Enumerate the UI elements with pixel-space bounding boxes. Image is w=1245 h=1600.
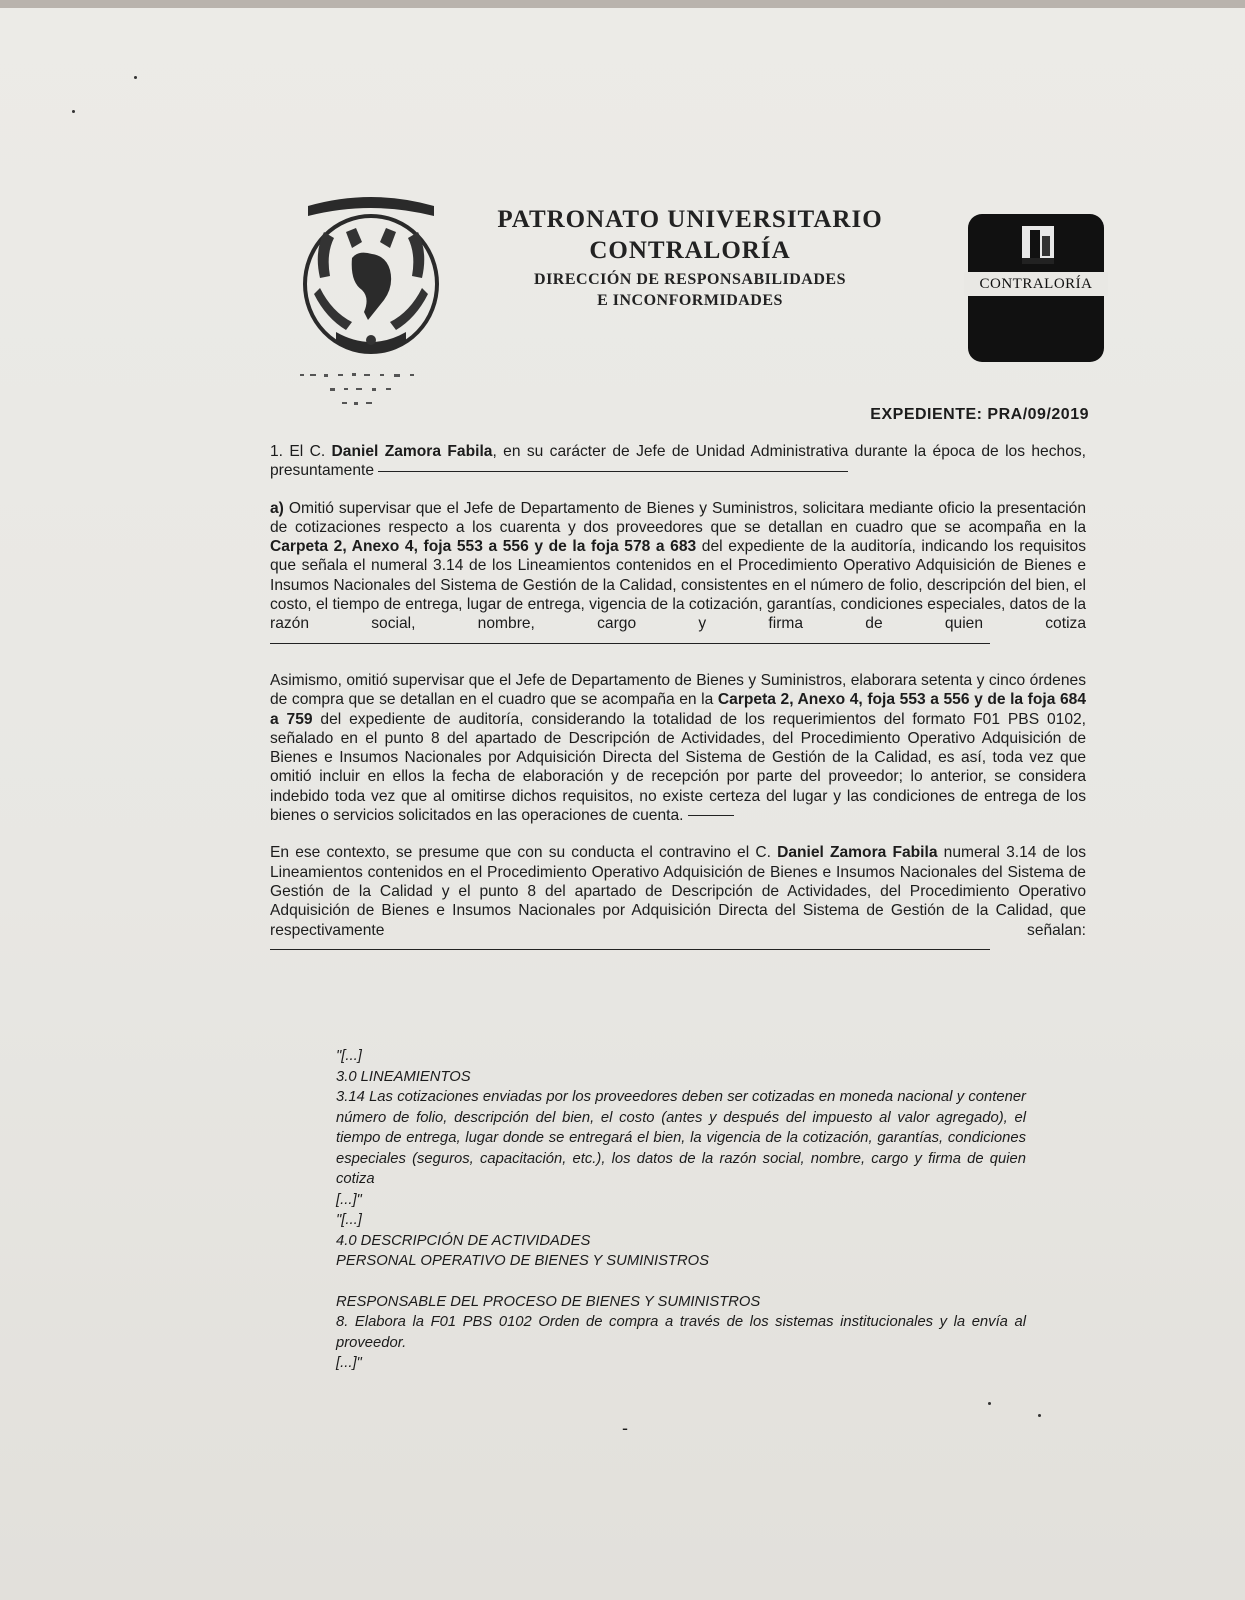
para-c-text-1: En ese contexto, se presume que con su conducta el contravino el C. — [270, 844, 778, 862]
seal-caption-marks — [290, 372, 450, 416]
quote-open-1: "[...] — [336, 1048, 362, 1064]
paragraph-a — [270, 499, 1086, 653]
speck — [134, 76, 137, 79]
para-b-text-2: del expediente de auditoría, considerando la totalidad de los requerimientos del formato F01 PBS 0102, señalado en el punto 8 del apartado de Descripción de Actividades, del Procedimiento Operativo Adquisición de Bienes e Insumos Nacionales por Adquisición Directa del Sistema de Gestión de la Calidad, es así, toda vez que omitió incluir en ellos la fecha de elaboración y de recepción por parte del proveedor; lo anterior, se considera indebido toda vez que al omitirse dichos requisitos, no existe certeza del lugar y las condiciones de entrega de los bienes o servicios solicitados en las operaciones de cuenta. — [270, 710, 1086, 825]
page-mark: - — [622, 1418, 628, 1438]
header-line-1: PATRONATO UNIVERSITARIO — [497, 206, 883, 233]
para-c-text-2: numeral 3.14 de los Lineamientos contenidos en el Procedimiento Operativo Adquisición de Bienes e Insumos Nacionales del Sistema de Gestión de la Calidad y el punto 8 del apartado de Descripción de Actividades, del Procedimiento Operativo Adquisición de Bienes e Insumos Nacionales por Adquisición Directa del Sistema de Gestión de la Calidad, que respectivamente señalan: — [270, 844, 1086, 939]
intro-number: 1. El C. — [270, 443, 332, 460]
torre-emblem-icon — [1018, 222, 1058, 268]
fill-line — [378, 471, 848, 472]
contraloria-logo — [968, 214, 1104, 362]
header-line-3: DIRECCIÓN DE RESPONSABILIDADES — [534, 271, 846, 288]
quote-text-1: 3.14 Las cotizaciones enviadas por los proveedores deben ser cotizadas en moneda nacional y contener número de folio, descripción del bien, el costo (antes y después del impuesto al valor agregado), el tiempo de entrega, lugar donde se entregará el bien, la vigencia de la cotización, garantías, condiciones especiales (seguros, capacitación, etc.), los datos de la razón social, nombre, cargo y firma de quien cotiza — [336, 1089, 1026, 1187]
para-c-bold: Daniel Zamora Fabila — [777, 844, 938, 862]
logo-band — [964, 272, 1108, 296]
header-line-4: E INCONFORMIDADES — [597, 292, 783, 309]
document-body — [270, 442, 1086, 977]
speck — [1038, 1414, 1041, 1417]
institution-header — [470, 204, 910, 311]
para-a-label: a) — [270, 499, 284, 517]
para-b-text-1: Asimismo, omitió supervisar que el Jefe de Departamento de Bienes y Suministros, elaborara setenta y cinco órdenes de compra que se detallan en el cuadro que se acompaña en la — [270, 671, 1086, 709]
paragraph-b — [270, 671, 1086, 825]
para-b-bold: Carpeta 2, Anexo 4, foja 553 a 556 y de la foja 684 a 759 — [270, 691, 1086, 728]
fill-line — [688, 815, 734, 816]
case-number: EXPEDIENTE: PRA/09/2019 — [870, 406, 1089, 423]
quoted-regulations — [336, 1046, 1026, 1374]
quote-close-3: [...]" — [336, 1355, 362, 1371]
intro-name: Daniel Zamora Fabila — [331, 443, 493, 460]
para-a-text-1: Omitió supervisar que el Jefe de Departamento de Bienes y Suministros, solicitara mediante oficio la presentación de cotizaciones respecto a los cuarenta y dos proveedores que se detallan en cuadro que se acompaña en la — [270, 499, 1086, 536]
fill-line — [270, 643, 990, 644]
logo-text: CONTRALORÍA — [979, 275, 1093, 292]
paragraph-c — [270, 843, 1086, 959]
quote-open-2: "[...] — [336, 1212, 362, 1228]
unam-seal-icon — [296, 192, 446, 362]
intro-paragraph — [270, 442, 1086, 481]
quote-text-3: 8. Elabora la F01 PBS 0102 Orden de compra a través de los sistemas institucionales y la envía al proveedor. — [336, 1314, 1026, 1351]
speck — [72, 110, 75, 113]
fill-line — [270, 949, 990, 950]
quote-title-2: 4.0 DESCRIPCIÓN DE ACTIVIDADES — [336, 1232, 591, 1249]
header-line-2: CONTRALORÍA — [589, 237, 791, 264]
quote-subtitle-2: PERSONAL OPERATIVO DE BIENES Y SUMINISTROS — [336, 1253, 710, 1269]
para-a-bold: Carpeta 2, Anexo 4, foja 553 a 556 y de la foja 578 a 683 — [270, 538, 697, 556]
quote-close-1: [...]" — [336, 1191, 362, 1208]
quote-title-3: RESPONSABLE DEL PROCESO DE BIENES Y SUMINISTROS — [336, 1293, 761, 1310]
quote-title-1: 3.0 LINEAMIENTOS — [336, 1068, 471, 1085]
speck — [988, 1402, 991, 1405]
intro-text: , en su carácter de Jefe de Unidad Administrativa durante la época de los hechos, presuntamente — [270, 443, 1086, 480]
para-a-text-2: del expediente de la auditoría, indicando los requisitos que señala el numeral 3.14 de los Lineamientos contenidos en el Procedimiento Operativo Adquisición de Bienes e Insumos Nacionales del Sistema de Gestión de la Calidad, consistentes en el número de folio, descripción del bien, el costo, el tiempo de entrega, lugar de entrega, vigencia de la cotización, garantías, condiciones especiales, datos de la razón social, nombre, cargo y firma de quien cotiza — [270, 538, 1086, 633]
